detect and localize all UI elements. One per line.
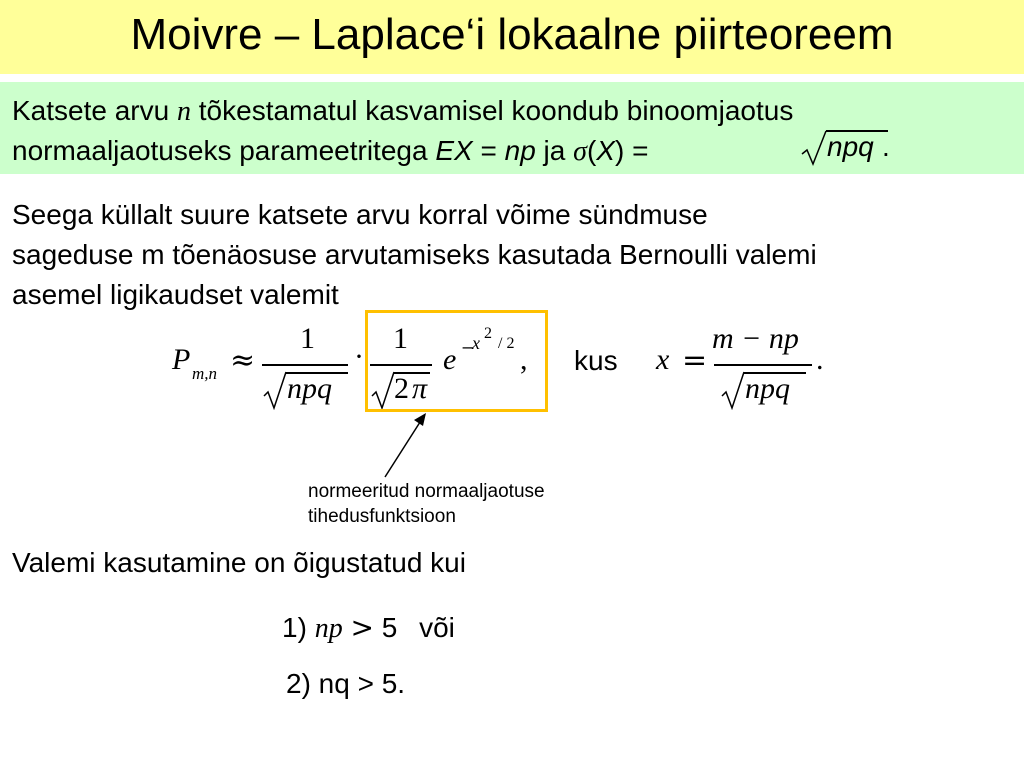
two-digit: 2	[394, 372, 409, 405]
sqrt-icon	[720, 370, 746, 410]
condition-1-value: 5	[381, 612, 398, 643]
theorem-text: Katsete arvu	[12, 95, 177, 126]
fraction-3-denominator: npq	[745, 372, 790, 405]
exponent-div: / 2	[494, 335, 515, 352]
npq-term: npq	[827, 131, 874, 162]
kus-word: kus	[574, 345, 618, 376]
conjunction-ja: ja	[535, 135, 574, 166]
intro-line-1: Seega küllalt suure katsete arvu korral võime sündmuse	[12, 199, 708, 230]
approx-symbol: ≈	[230, 343, 256, 378]
exponent-minus: −	[461, 338, 475, 357]
arrow-icon	[370, 405, 440, 485]
exponent-square: 2	[484, 325, 492, 342]
sigma-symbol: σ	[573, 136, 587, 167]
condition-1-np: np	[314, 613, 343, 644]
exponential-e: e	[443, 343, 457, 376]
equals-sign: =	[472, 135, 505, 166]
theorem-period: .	[882, 131, 890, 162]
pi-symbol: π	[412, 372, 428, 405]
intro-line-3: asemel ligikaudset valemit	[12, 279, 339, 310]
formula-comma: ,	[520, 343, 528, 376]
paren-open: (	[586, 135, 597, 166]
exponent-x: x	[472, 333, 480, 353]
theorem-text: normaaljaotuseks parameetritega	[12, 135, 436, 166]
density-highlight-box	[365, 310, 548, 412]
fraction-1-line	[262, 364, 348, 366]
formula-P: P	[172, 343, 191, 376]
theorem-text: tõkestamatul kasvamisel koondub binoomjaotus	[190, 95, 794, 126]
formula-period: .	[816, 343, 824, 376]
annotation-line-1: normeeritud normaaljaotuse	[308, 481, 545, 502]
fraction-1-numerator: 1	[300, 322, 315, 355]
condition-1	[282, 611, 455, 646]
slide-title: Moivre – Laplace‘i lokaalne piirteoreem	[130, 10, 894, 59]
intro-line-2: sageduse m tõenäosuse arvutamiseks kasutada Bernoulli valemi	[12, 239, 817, 270]
dot-operator: ·	[354, 340, 364, 373]
condition-2: 2) nq > 5.	[286, 668, 406, 699]
equals-sign: =	[624, 135, 649, 166]
fraction-2-numerator: 1	[393, 322, 408, 355]
formula-P-subscript: m,n	[192, 364, 218, 383]
equals-sign: =	[682, 343, 708, 378]
conditions-intro: Valemi kasutamine on õigustatud kui	[12, 547, 466, 578]
paren-close: )	[614, 135, 625, 166]
fraction-3-numerator: m − np	[712, 322, 799, 355]
condition-1-number: 1)	[282, 612, 307, 643]
greater-than: >	[350, 611, 374, 644]
np-term: np	[504, 135, 536, 166]
sqrt-icon	[262, 370, 288, 410]
annotation-line-2: tihedusfunktsioon	[308, 506, 456, 527]
expectation-ex: EX	[435, 135, 473, 166]
variable-n: n	[176, 96, 191, 127]
variable-X: X	[596, 135, 615, 166]
condition-1-or: või	[419, 612, 455, 643]
fraction-3-line	[714, 364, 812, 366]
fraction-1-denominator: npq	[287, 372, 332, 405]
formula-x: x	[656, 343, 670, 376]
